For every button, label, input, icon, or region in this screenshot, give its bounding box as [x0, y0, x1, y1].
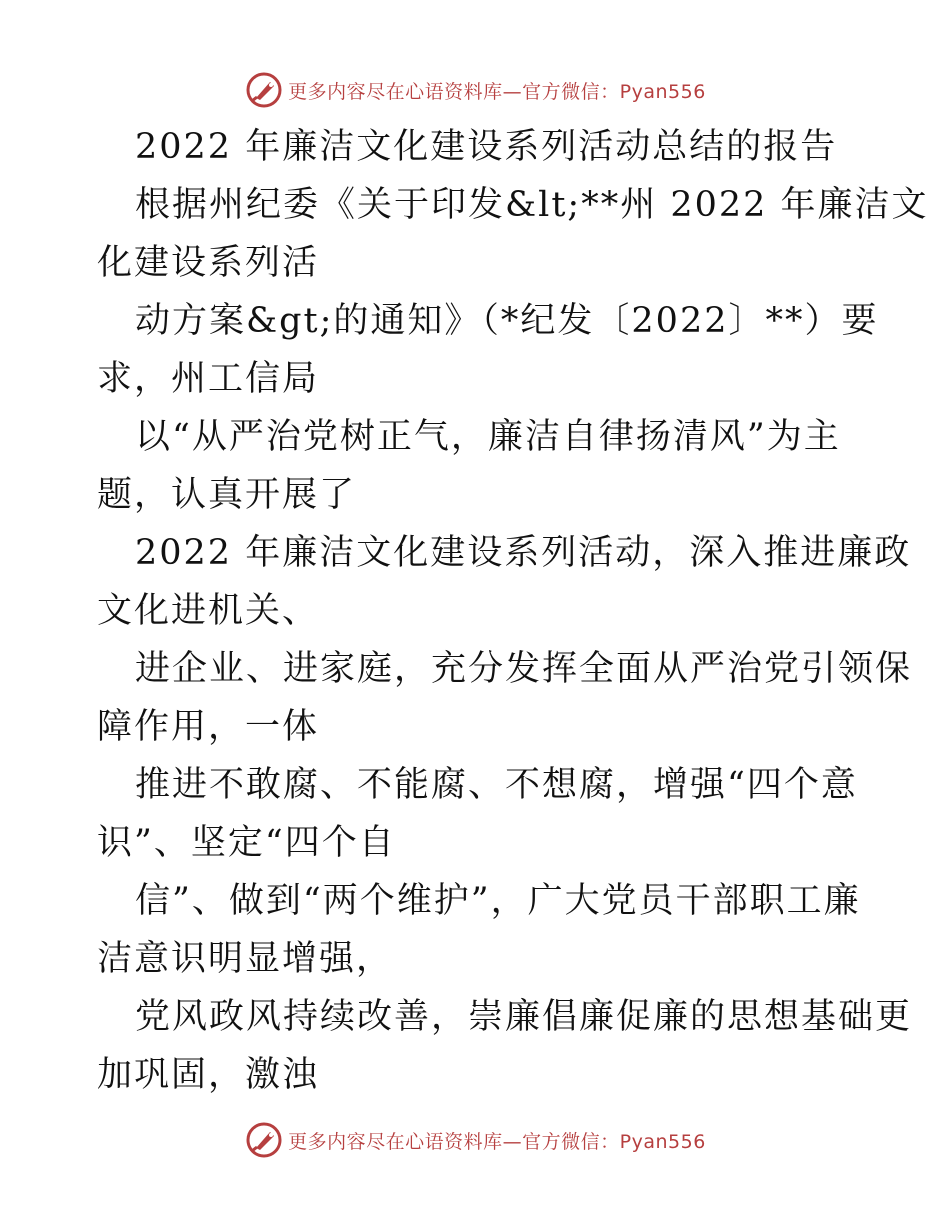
- paragraph-line: 求，州工信局: [97, 359, 320, 399]
- footer-banner: [0, 1118, 950, 1162]
- header-banner-text: 更多内容尽在心语资料库—官方微信：Pyan556: [288, 80, 706, 103]
- document-title: 2022 年廉洁文化建设系列活动总结的报告: [135, 127, 838, 167]
- paragraph-line: 识”、坚定“四个自: [97, 823, 396, 863]
- paragraph-line: 文化进机关、: [97, 591, 320, 631]
- paragraph-line: 加巩固，激浊: [97, 1055, 320, 1095]
- paragraph-line: 党风政风持续改善，崇廉倡廉促廉的思想基础更: [135, 997, 913, 1037]
- paragraph-line: 2022 年廉洁文化建设系列活动，深入推进廉政: [135, 533, 912, 573]
- paragraph-line: 洁意识明显增强，: [97, 939, 394, 979]
- paragraph-line: 推进不敢腐、不能腐、不想腐，增强“四个意: [135, 765, 858, 805]
- header-banner: [0, 68, 950, 112]
- footer-banner-text: 更多内容尽在心语资料库—官方微信：Pyan556: [288, 1130, 706, 1153]
- paragraph-line: 化建设系列活: [97, 243, 320, 283]
- document-body: [97, 118, 929, 1104]
- paragraph-line: 根据州纪委《关于印发&lt;**州 2022 年廉洁文: [135, 185, 929, 225]
- paragraph-line: 动方案&gt;的通知》（*纪发〔2022〕**）要: [135, 301, 879, 341]
- pen-nib-logo-icon: [244, 70, 284, 110]
- paragraph-line: 题，认真开展了: [97, 475, 357, 515]
- paragraph-line: 信”、做到“两个维护”，广大党员干部职工廉: [135, 881, 861, 921]
- paragraph-line: 进企业、进家庭，充分发挥全面从严治党引领保: [135, 649, 913, 689]
- paragraph-line: 障作用，一体: [97, 707, 320, 747]
- paragraph-line: 以“从严治党树正气，廉洁自律扬清风”为主: [135, 417, 841, 457]
- pen-nib-logo-icon: [244, 1120, 284, 1160]
